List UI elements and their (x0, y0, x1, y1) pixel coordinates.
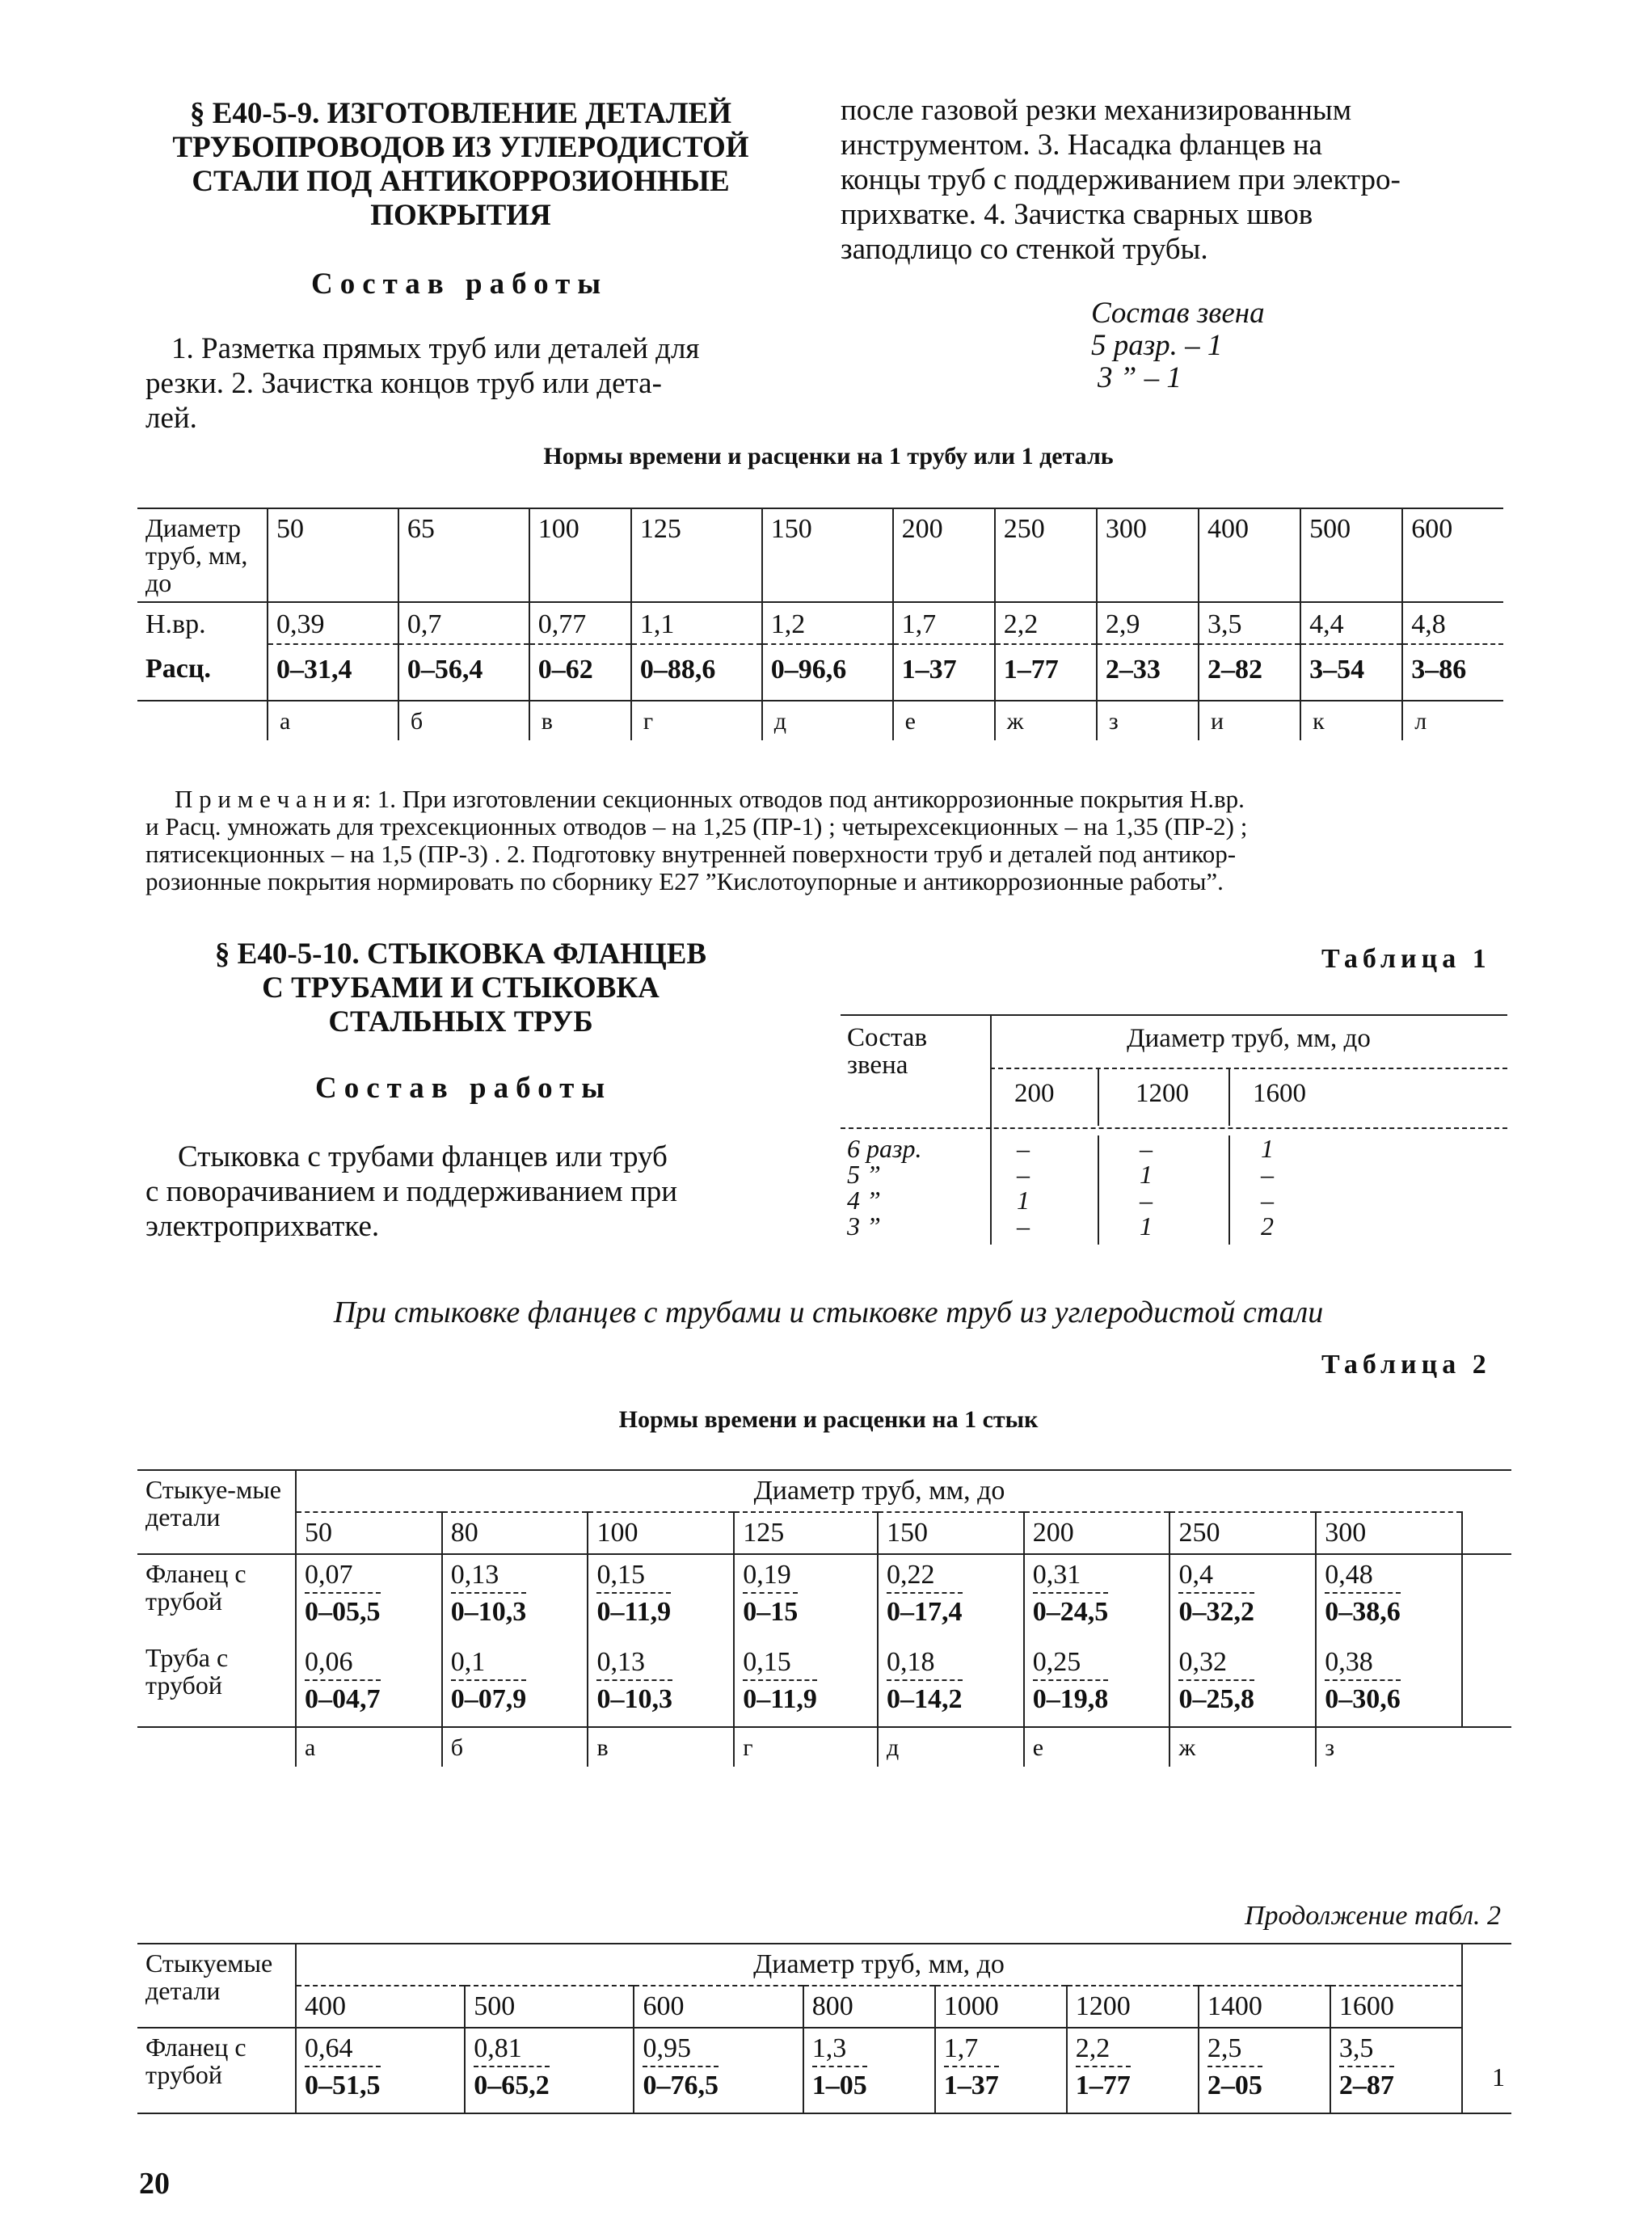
price-value: 3–54 (1300, 644, 1402, 701)
table-cell (734, 1554, 878, 1639)
price-value: 0–10,3 (450, 1597, 527, 1627)
table-1-diameter: 200 (1014, 1079, 1055, 1108)
column-letter: б (442, 1727, 588, 1767)
table-cell: 1 (1140, 1211, 1153, 1241)
table-cell (296, 1639, 442, 1727)
table-cell (1024, 1554, 1170, 1639)
price-value: 0–05,5 (305, 1597, 381, 1627)
diameter-header: 1600 (1330, 1986, 1462, 2028)
table-cell: – (1140, 1186, 1153, 1215)
price-value: 0–24,5 (1032, 1597, 1109, 1627)
norm-value: 1,7 (944, 2033, 999, 2067)
norm-price-pair (1325, 1647, 1401, 1715)
letter-spacer (137, 1727, 296, 1767)
norm-price-pair (474, 2033, 550, 2101)
work-text-line: электроприхватке. (145, 1210, 380, 1243)
norm-value: 0,64 (305, 2033, 381, 2067)
section-9-title-line: § Е40-5-9. ИЗГОТОВЛЕНИЕ ДЕТАЛЕЙ (190, 97, 731, 130)
note-line: пятисекционных – на 1,5 (ПР-3) . 2. Подготовку внутренней поверхности труб и деталей под антикор- (145, 840, 1237, 868)
table-cell: 1 (1140, 1160, 1153, 1189)
price-value: 0–11,9 (743, 1684, 817, 1714)
table-cell (1169, 1554, 1316, 1639)
table-2-row-label: Труба с трубой (145, 1643, 229, 1700)
norm-price-pair (305, 1647, 381, 1715)
norm-price-pair (743, 1560, 798, 1628)
table-cell (803, 2028, 935, 2113)
norm-value: 1,2 (762, 602, 893, 644)
price-value: 2–33 (1097, 644, 1199, 701)
norm-price-pair (1207, 2033, 1262, 2101)
table-row-header: Диаметр труб, мм, до (145, 513, 248, 597)
letter-spacer (137, 701, 268, 740)
table-cell: 1 (1261, 1134, 1274, 1163)
diameter-header: 150 (762, 508, 893, 602)
diameter-header: 100 (529, 508, 631, 602)
price-value: 0–51,5 (305, 2071, 381, 2100)
price-value: 0–76,5 (643, 2071, 719, 2100)
norm-price-pair (1033, 1560, 1109, 1628)
price-value: 3–86 (1402, 644, 1503, 701)
grade-label: 6 разр. (847, 1134, 922, 1163)
table-cell (588, 1639, 734, 1727)
diameter-header: 500 (465, 1986, 634, 2028)
grade-label: 3 ” (847, 1211, 881, 1241)
norm-price-pair (451, 1560, 527, 1628)
column-letter: е (1024, 1727, 1170, 1767)
norm-value: 3,5 (1339, 2033, 1394, 2067)
diameter-header: 1400 (1199, 1986, 1330, 2028)
page-number: 20 (139, 2167, 170, 2201)
norm-value: 0,95 (643, 2033, 719, 2067)
crew-title: Состав звена (1091, 297, 1265, 330)
diameter-header: 1200 (1067, 1986, 1199, 2028)
diameter-header: 300 (1316, 1512, 1462, 1554)
work-text-line: лей. (145, 402, 197, 435)
norm-value: 0,06 (305, 1647, 381, 1681)
norm-price-pair (596, 1560, 671, 1628)
table-cell: – (1140, 1134, 1153, 1163)
table-1-diameter: 1200 (1136, 1079, 1189, 1108)
price-value: 0–62 (529, 644, 631, 701)
price-value: 0–11,9 (596, 1597, 672, 1627)
table-cell (1330, 2028, 1462, 2113)
diameter-header: 600 (634, 1986, 803, 2028)
table-cell: – (1261, 1186, 1274, 1215)
section-10-work-text (145, 1140, 800, 1244)
note-line: розионные покрытия нормировать по сборнику Е27 ”Кислотоупорные и антикоррозионные работы”. (145, 867, 1224, 895)
price-value: 0–15 (743, 1597, 799, 1627)
work-text-line: 1. Разметка прямых труб или деталей для (171, 332, 700, 365)
table-1-col-1200 (1140, 1135, 1153, 1239)
price-value: 0–32,2 (1178, 1597, 1254, 1627)
section-9-title-line: СТАЛИ ПОД АНТИКОРРОЗИОННЫЕ (192, 165, 730, 198)
diameter-header: 50 (296, 1512, 442, 1554)
table-2-col-head: Стыкуе-мые детали (145, 1475, 281, 1531)
table-cell (734, 1639, 878, 1727)
norm-value: 1,3 (812, 2033, 867, 2067)
note-line: П р и м е ч а н и я: 1. При изготовлении секционных отводов под антикоррозионные покрытия Н.вр. (175, 785, 1245, 813)
norm-price-pair (1339, 2033, 1394, 2101)
column-letter: а (268, 701, 398, 740)
section-9-crew (1091, 297, 1265, 394)
price-value: 0–30,6 (1325, 1684, 1401, 1714)
diameter-header: 400 (1199, 508, 1300, 602)
norm-price-pair (887, 1647, 963, 1715)
diameter-header: 300 (1097, 508, 1199, 602)
price-value: 0–38,6 (1325, 1597, 1401, 1627)
norm-value: 0,18 (887, 1647, 963, 1681)
price-value: 1–77 (995, 644, 1097, 701)
column-letter: л (1402, 701, 1503, 740)
table-2-caption: Нормы времени и расценки на 1 стык (618, 1406, 1039, 1433)
table-2-continuation-label: Продолжение табл. 2 (1245, 1901, 1502, 1931)
diameter-header: 800 (803, 1986, 935, 2028)
diameter-header: 250 (1169, 1512, 1316, 1554)
price-value: 0–07,9 (450, 1684, 527, 1714)
norm-price-pair (743, 1647, 817, 1715)
diameter-header: 1000 (935, 1986, 1067, 2028)
section-10-work-heading: Состав работы (315, 1072, 613, 1105)
column-letter: ж (1169, 1727, 1316, 1767)
table-1-diameter: 1600 (1253, 1079, 1306, 1108)
diameter-header: 100 (588, 1512, 734, 1554)
work-text-line: Стыковка с трубами фланцев или труб (178, 1140, 668, 1173)
norm-value: 0,19 (743, 1560, 798, 1594)
table-cell (1169, 1639, 1316, 1727)
norm-value: 3,5 (1199, 602, 1300, 644)
price-value: 0–14,2 (887, 1684, 963, 1714)
norm-value: 2,2 (1076, 2033, 1131, 2067)
norm-value: 0,48 (1325, 1560, 1401, 1594)
norm-value: 0,81 (474, 2033, 550, 2067)
grade-label: 4 ” (847, 1186, 881, 1215)
diameter-header: 65 (398, 508, 529, 602)
price-value: 2–82 (1199, 644, 1300, 701)
price-value: 0–04,7 (305, 1684, 381, 1714)
diameter-header: 150 (878, 1512, 1024, 1554)
work-text-line: заподлицо со стенкой трубы. (841, 233, 1208, 266)
work-text-line: после газовой резки механизированным (841, 94, 1352, 127)
norm-price-pair (1076, 2033, 1131, 2101)
diameter-header: 125 (631, 508, 762, 602)
price-value: 0–96,6 (762, 644, 893, 701)
crew-line: 5 разр. – 1 (1091, 329, 1223, 362)
section-10-title-line: С ТРУБАМИ И СТЫКОВКА (262, 971, 660, 1005)
work-text-line: прихватке. 4. Зачистка сварных швов (841, 198, 1313, 231)
column-letter: и (1199, 701, 1300, 740)
table-2-row-label: Фланец с трубой (145, 1559, 247, 1616)
table-cell (634, 2028, 803, 2113)
table-3-group-head: Диаметр труб, мм, до (296, 1944, 1462, 1986)
norm-price-pair (944, 2033, 999, 2101)
norm-value: 1,1 (631, 602, 762, 644)
table-cell (1024, 1639, 1170, 1727)
table-cell (296, 2028, 465, 2113)
table-2 (137, 1469, 1511, 1767)
price-value: 0–17,4 (887, 1597, 963, 1627)
norm-value: 0,77 (529, 602, 631, 644)
work-text-line: резки. 2. Зачистка концов труб или дета- (145, 367, 662, 400)
table-cell (442, 1554, 588, 1639)
section-9-notes (145, 786, 1503, 895)
table-cell: 1 (1017, 1186, 1030, 1215)
section-9-work-heading: Состав работы (311, 268, 609, 301)
norm-value: 0,4 (1178, 1560, 1254, 1594)
norm-value: 0,31 (1033, 1560, 1109, 1594)
table-1-grades (847, 1135, 921, 1239)
column-letter: д (878, 1727, 1024, 1767)
norm-value: 1,7 (893, 602, 995, 644)
norm-value: 0,39 (268, 602, 398, 644)
column-letter: г (631, 701, 762, 740)
table-1-col-200 (1017, 1135, 1030, 1239)
norm-price-pair (812, 2033, 867, 2101)
column-letter: в (588, 1727, 734, 1767)
diameter-header: 200 (893, 508, 995, 602)
section-9-title-line: ПОКРЫТИЯ (370, 199, 551, 232)
table-3-row-number: 1 (1492, 2062, 1505, 2092)
price-value: 0–88,6 (631, 644, 762, 701)
table-edge (1462, 1512, 1511, 1554)
table-1-col-1600 (1261, 1135, 1274, 1239)
diameter-header: 250 (995, 508, 1097, 602)
norm-value: 0,25 (1033, 1647, 1109, 1681)
norm-value: 0,1 (451, 1647, 527, 1681)
diameter-header: 500 (1300, 508, 1402, 602)
norm-value: 0,22 (887, 1560, 963, 1594)
diameter-header: 80 (442, 1512, 588, 1554)
table-cell (1316, 1554, 1462, 1639)
column-letter: к (1300, 701, 1402, 740)
table-cell (878, 1554, 1024, 1639)
section-10-title-line: § Е40-5-10. СТЫКОВКА ФЛАНЦЕВ (214, 937, 707, 971)
table-1 (841, 1014, 1507, 1253)
column-letter: д (762, 701, 893, 740)
table-3-col-head: Стыкуемые детали (145, 1948, 273, 2005)
table-cell (465, 2028, 634, 2113)
row-label-norm: Н.вр. (145, 609, 206, 639)
norm-price-pair (596, 1647, 672, 1715)
table-cell: 2 (1261, 1211, 1274, 1241)
diameter-header: 125 (734, 1512, 878, 1554)
norm-value: 0,13 (596, 1647, 672, 1681)
column-letter: а (296, 1727, 442, 1767)
table-cell (442, 1639, 588, 1727)
norm-price-pair (1033, 1647, 1109, 1715)
price-value: 1–37 (943, 2071, 999, 2100)
table-1-label: Таблица 1 (1321, 944, 1491, 974)
norm-value: 0,07 (305, 1560, 381, 1594)
column-letter: е (893, 701, 995, 740)
price-value: 0–65,2 (474, 2071, 550, 2100)
table-2-label: Таблица 2 (1321, 1350, 1491, 1380)
table-cell: – (1261, 1160, 1274, 1189)
norm-value: 0,15 (743, 1647, 817, 1681)
norm-price-pair (451, 1647, 527, 1715)
section-9-work-text-continued (841, 93, 1507, 267)
table-cell (1067, 2028, 1199, 2113)
norm-value: 2,9 (1097, 602, 1199, 644)
work-text-line: с поворачиванием и поддерживанием при (145, 1175, 678, 1208)
norm-price-pair (887, 1560, 963, 1628)
table-1-col-head: Состав звена (847, 1023, 928, 1080)
note-line: и Расц. умножать для трехсекционных отводов – на 1,25 (ПР-1) ; четырехсекционных – на 1,35 (ПР-2) ; (145, 812, 1248, 840)
price-value: 0–56,4 (398, 644, 529, 701)
norm-value: 2,2 (995, 602, 1097, 644)
table-cell (935, 2028, 1067, 2113)
price-value: 0–10,3 (596, 1684, 672, 1714)
norm-value: 0,32 (1178, 1647, 1254, 1681)
table-cell (1316, 1639, 1462, 1727)
diameter-header: 400 (296, 1986, 465, 2028)
section-9-work-text (145, 331, 792, 436)
table-cell: – (1017, 1134, 1030, 1163)
table-2-italic-caption: При стыковке фланцев с трубами и стыковке труб из углеродистой стали (333, 1295, 1324, 1329)
price-value: 0–31,4 (268, 644, 398, 701)
table-edge (1462, 1554, 1511, 1639)
norm-value: 4,8 (1402, 602, 1503, 644)
column-letter: ж (995, 701, 1097, 740)
row-label-price: Расц. (145, 654, 211, 684)
diameter-header: 200 (1024, 1512, 1170, 1554)
diameter-header: 50 (268, 508, 398, 602)
norm-price-pair (1178, 1560, 1254, 1628)
section-10-title-line: СТАЛЬНЫХ ТРУБ (328, 1005, 593, 1038)
section-9-title (137, 97, 784, 233)
price-value: 2–05 (1207, 2071, 1262, 2100)
section-10-title (137, 937, 784, 1039)
crew-line: 3 ” – 1 (1098, 361, 1182, 394)
norm-value: 0,15 (596, 1560, 671, 1594)
norm-value: 0,38 (1325, 1647, 1401, 1681)
table-3-row-label: Фланец с трубой (145, 2033, 247, 2089)
work-text-line: концы труб с поддерживанием при электро- (841, 163, 1401, 196)
work-text-line: инструментом. 3. Насадка фланцев на (841, 128, 1322, 162)
price-value: 1–05 (811, 2071, 867, 2100)
table-cell (1199, 2028, 1330, 2113)
norm-value: 4,4 (1300, 602, 1402, 644)
table-cell: – (1017, 1211, 1030, 1241)
section-9-title-line: ТРУБОПРОВОДОВ ИЗ УГЛЕРОДИСТОЙ (172, 131, 749, 164)
column-letter: б (398, 701, 529, 740)
column-letter: з (1097, 701, 1199, 740)
norm-price-pair (1325, 1560, 1401, 1628)
table-edge (1462, 1639, 1511, 1727)
price-value: 1–37 (893, 644, 995, 701)
table-2-continuation (137, 1943, 1511, 2114)
norm-price-pair (1178, 1647, 1254, 1715)
table-cell (588, 1554, 734, 1639)
price-value: 1–77 (1075, 2071, 1131, 2100)
norm-price-pair (643, 2033, 719, 2101)
norm-value: 0,13 (451, 1560, 527, 1594)
norm-value: 2,5 (1207, 2033, 1262, 2067)
table-1-group-head: Диаметр труб, мм, до (1127, 1024, 1371, 1053)
column-letter: в (529, 701, 631, 740)
norm-price-pair (305, 1560, 381, 1628)
price-value: 0–25,8 (1178, 1684, 1254, 1714)
norm-value: 0,7 (398, 602, 529, 644)
grade-label: 5 ” (847, 1160, 881, 1189)
norm-price-pair (305, 2033, 381, 2101)
price-value: 0–19,8 (1032, 1684, 1109, 1714)
table-2-group-head: Диаметр труб, мм, до (296, 1470, 1462, 1512)
diameter-header: 600 (1402, 508, 1503, 602)
column-letter: з (1316, 1727, 1462, 1767)
section-9-table-caption: Нормы времени и расценки на 1 трубу или 1 деталь (543, 443, 1114, 470)
price-value: 2–87 (1338, 2071, 1394, 2100)
table-cell (878, 1639, 1024, 1727)
column-letter: г (734, 1727, 878, 1767)
section-9-table (137, 508, 1503, 740)
table-cell (296, 1554, 442, 1639)
table-cell: – (1017, 1160, 1030, 1189)
